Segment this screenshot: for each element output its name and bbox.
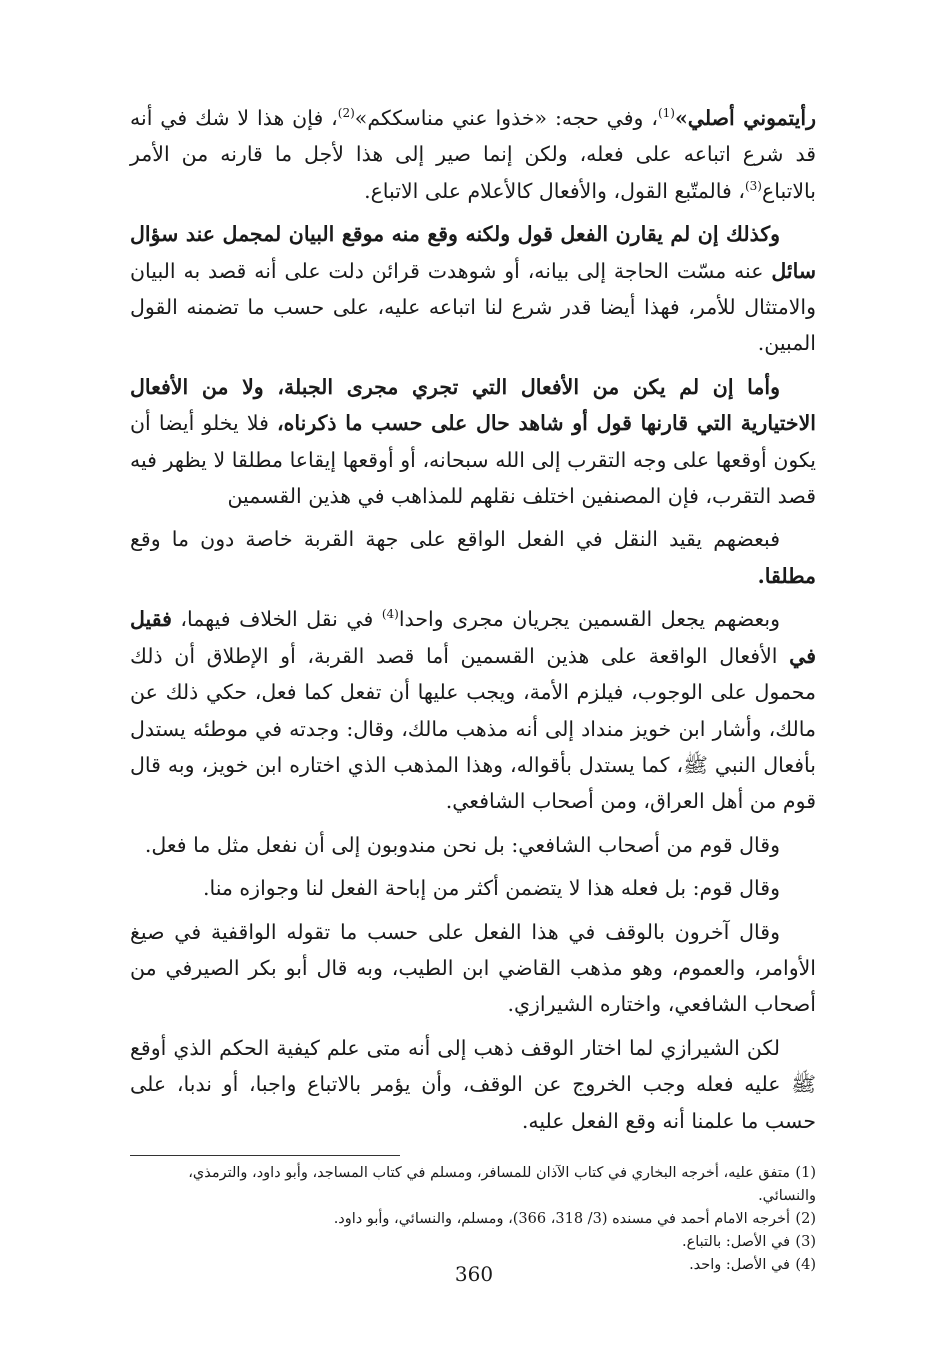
text-run: ، فإن هذا لا شك في أنه قد شرع اتباعه على فعله، ولكن إنما صير إلى هذا لأجل ما قارنه من الأمر بالاتباع — [130, 106, 816, 203]
footnote-ref: (2) — [337, 106, 355, 121]
text-run: ، وفي حجه: «خذوا عني مناسككم» — [354, 106, 658, 130]
paragraph — [130, 914, 816, 1023]
text-run: وقال قوم: بل فعله هذا لا يتضمن أكثر من إباحة الفعل لنا وجوازه منا. — [202, 876, 780, 901]
paragraph — [130, 100, 816, 209]
text-run: في نقل الخلاف فيهما، — [171, 607, 382, 632]
paragraph — [130, 521, 816, 594]
text-run: وبعضهم يجعل القسمين يجريان مجرى واحدا — [398, 607, 781, 632]
text-run: وقال قوم من أصحاب الشافعي: بل نحن مندوبون إلى أن نفعل مثل ما فعل. — [144, 832, 780, 857]
footnote-number: (1) — [795, 1164, 816, 1181]
text-run: الأفعال الواقعة على هذين القسمين أما قصد القربة، أو الإطلاق أن ذلك محمول على الوجوب، فيلزم الأمة، ويجب عليها أن تفعل كما فعل، حكي ذلك عن مالك، وأشار ابن خويز منداد إلى أنه مذهب مالك، وقال: وجدته في موطئه يستدل بأفعال النبي ﷺ، كما يستدل بأقواله، وهذا المذهب الذي اختاره ابن خويز، وبه قال قوم من أهل العراق، ومن أصحاب الشافعي. — [130, 643, 816, 814]
page-number: 360 — [454, 1262, 494, 1286]
footnote-divider — [130, 1155, 400, 1156]
footnote-ref: (1) — [657, 106, 675, 121]
text-run: وكذلك إن لم يقارن الفعل قول ولكنه وقع منه موقع البيان لمجمل عند سؤال سائل — [130, 222, 816, 283]
text-run: وأما إن لم يكن من الأفعال التي تجري مجرى الجبلة، ولا من الأفعال الاختيارية التي قارنها قول أو شاهد حال على حسب ما ذكرناه، — [130, 374, 816, 436]
text-run: فقيل في — [130, 607, 816, 668]
paragraph — [130, 827, 816, 863]
text-run: لكن الشيرازي لما اختار الوقف ذهب إلى أنه متى علم كيفية الحكم الذي أوقع ﷺ عليه فعله وجب الخروج عن الوقف، وأن يؤمر بالاتباع واجبا، أو ندبا، على حسب ما علمنا أنه وقع الفعل عليه. — [130, 1035, 816, 1133]
footnote — [130, 1162, 816, 1208]
text-run: وقال آخرون بالوقف في هذا الفعل على حسب ما تقوله الواقفية في صيغ الأوامر، والعموم، وهو مذهب القاضي ابن الطيب، وبه قال أبو بكر الصيرفي من أصحاب الشافعي، واختاره الشيرازي. — [130, 919, 816, 1017]
text-run: فلا يخلو أيضا أن يكون أوقعها على وجه التقرب إلى الله سبحانه، أو أوقعها إيقاعا مطلقا لا يظهر فيه قصد التقرب، فإن المصنفين اختلف نقلهم للمذاهب في هذين القسمين — [130, 411, 816, 509]
footnote — [130, 1231, 816, 1254]
footnote — [130, 1208, 816, 1231]
page-content — [130, 100, 816, 1277]
text-run: مطلقا. — [757, 563, 816, 588]
paragraph — [130, 216, 816, 362]
footnote-text: في الأصل: واحد. — [689, 1256, 790, 1273]
paragraph — [130, 369, 816, 515]
footnote-number: (2) — [795, 1210, 816, 1227]
paragraph — [130, 870, 816, 906]
text-run: ، فالمتّبع القول، والأفعال كالأعلام على الاتباع. — [364, 178, 745, 203]
footnote-number: (3) — [795, 1233, 816, 1250]
paragraph — [130, 1030, 816, 1139]
footnote-number: (4) — [795, 1256, 816, 1273]
paragraph — [130, 601, 816, 819]
footnote-text: في الأصل: بالتباع. — [681, 1233, 790, 1250]
footnote-ref: (3) — [744, 178, 762, 193]
text-run: فبعضهم يقيد النقل في الفعل الواقع على جهة القربة خاصة دون ما وقع — [130, 527, 780, 552]
footnote-text: أخرجه الامام أحمد في مسنده (3/ 318، 366)، ومسلم، والنسائي، وأبو داود. — [333, 1210, 790, 1227]
footnotes-section — [130, 1162, 816, 1277]
footnote-text: متفق عليه، أخرجه البخاري في كتاب الآذان للمسافر، ومسلم في كتاب المساجد، وأبو داود، والترمذي، والنسائي. — [188, 1164, 816, 1204]
text-run: رأيتموني أصلي» — [674, 106, 816, 130]
footnote-ref: (4) — [381, 607, 399, 622]
text-run: عنه مسّت الحاجة إلى بيانه، أو شوهدت قرائن دلت على أنه قصد به البيان والامتثال للأمر، فهذا أيضا قدر شرع لنا اتباعه عليه، على حسب ما تضمنه القول المبين. — [130, 258, 816, 356]
main-text — [130, 100, 816, 1139]
